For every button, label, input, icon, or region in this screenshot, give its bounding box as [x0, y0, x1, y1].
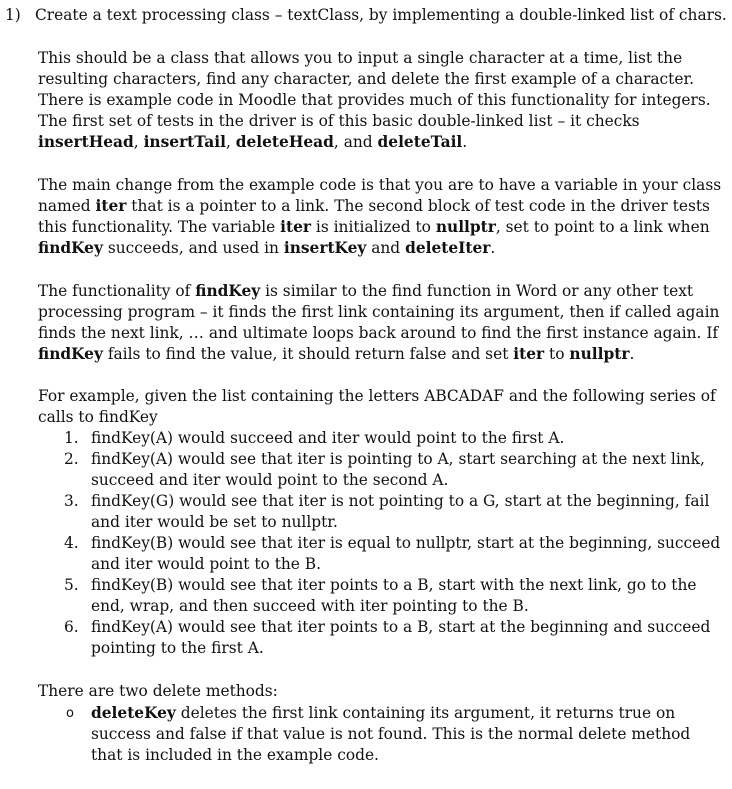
question-heading — [5, 5, 727, 26]
iter-text: succeeds, and used in — [102, 239, 284, 257]
question-title: Create a text processing class – textClass, by implementing a double-linked list of chars. — [35, 6, 727, 24]
list-number: 4. — [64, 534, 79, 552]
findkey-text: fails to find the value, it should return false and set — [102, 345, 514, 363]
method-delete-tail: deleteTail — [377, 133, 463, 151]
list-item — [38, 575, 722, 617]
separator: , — [133, 133, 144, 151]
list-item-text: findKey(G) would see that iter is not pointing to a G, start at the beginning, fail and iter would be set to nullptr. — [91, 492, 710, 531]
iter-text: is initialized to — [311, 218, 436, 236]
findkey-text: to — [544, 345, 570, 363]
method-delete-key: deleteKey — [91, 704, 176, 722]
method-insert-tail: insertTail — [143, 133, 226, 151]
iter-text: The main change from the example code is that you are to have a variable in your class named — [38, 176, 722, 215]
paragraph-intro — [38, 48, 722, 153]
list-item-text: findKey(A) would see that iter is pointing to A, start searching at the next link, succeed and iter would point to the second A. — [91, 450, 705, 489]
list-item — [38, 533, 722, 575]
paragraph-delete-methods: There are two delete methods: — [38, 682, 278, 700]
paragraph-iter — [38, 175, 722, 259]
list-item-text: findKey(B) would see that iter points to a B, start with the next link, go to the end, wrap, and then succeed with iter pointing to the B. — [91, 576, 697, 615]
iter-text: that is a pointer to a link. The second block of test code in the driver tests this functionality. The variable — [38, 197, 710, 236]
list-number: 5. — [64, 576, 79, 594]
list-number: 2. — [64, 450, 79, 468]
sentence-end: . — [462, 133, 468, 151]
term-nullptr: nullptr — [435, 218, 496, 236]
circle-bullet-icon: o — [66, 706, 74, 721]
iter-text: , set to point to a link when — [495, 218, 710, 236]
iter-text: and — [366, 239, 406, 257]
term-nullptr: nullptr — [569, 345, 630, 363]
list-item — [38, 428, 722, 449]
delete-methods-list — [38, 703, 722, 766]
findkey-text: The functionality of — [38, 282, 196, 300]
list-item — [38, 617, 722, 659]
list-number: 3. — [64, 492, 79, 510]
list-item-text: findKey(A) would see that iter points to a B, start at the beginning and succeed pointing to the first A. — [91, 618, 711, 657]
sentence-end: . — [490, 239, 496, 257]
term-findkey: findKey — [195, 282, 261, 300]
list-number: 6. — [64, 618, 79, 636]
method-delete-head: deleteHead — [235, 133, 334, 151]
sentence-end: . — [629, 345, 635, 363]
list-number: 1. — [64, 429, 79, 447]
separator: , — [225, 133, 236, 151]
term-deleteiter: deleteIter — [405, 239, 491, 257]
term-iter: iter — [280, 218, 312, 236]
list-item-text: findKey(A) would succeed and iter would point to the first A. — [91, 429, 565, 447]
question-number: 1) — [5, 6, 21, 24]
list-item — [38, 449, 722, 491]
term-findkey: findKey — [38, 239, 103, 257]
term-iter: iter — [513, 345, 545, 363]
findkey-text: is similar to the find function in Word or any other text processing program – it finds the first link containing its argument, then if called again finds the next link, … and ultimate loops back around to find the first instance again. If — [38, 282, 720, 342]
list-item — [38, 703, 722, 766]
list-item-text: findKey(B) would see that iter is equal to nullptr, start at the beginning, succeed and iter would point to the B. — [91, 534, 721, 573]
list-item — [38, 491, 722, 533]
paragraph-findkey — [38, 281, 722, 365]
term-iter: iter — [95, 197, 127, 215]
intro-text: This should be a class that allows you to input a single character at a time, list the resulting characters, find any character, and delete the first example of a character. There is example code in Moodle that provides much of this functionality for integers. The first set of tests in the driver is of this basic double-linked list – it checks — [38, 49, 711, 130]
example-steps-list — [38, 428, 722, 659]
paragraph-example: For example, given the list containing the letters ABCADAF and the following series of calls to findKey — [38, 387, 716, 426]
separator: , and — [333, 133, 378, 151]
term-insertkey: insertKey — [283, 239, 367, 257]
list-item-text: deletes the first link containing its argument, it returns true on success and false if that value is not found. This is the normal delete method that is included in the example code. — [91, 704, 691, 764]
method-insert-head: insertHead — [38, 133, 134, 151]
term-findkey: findKey — [38, 345, 103, 363]
